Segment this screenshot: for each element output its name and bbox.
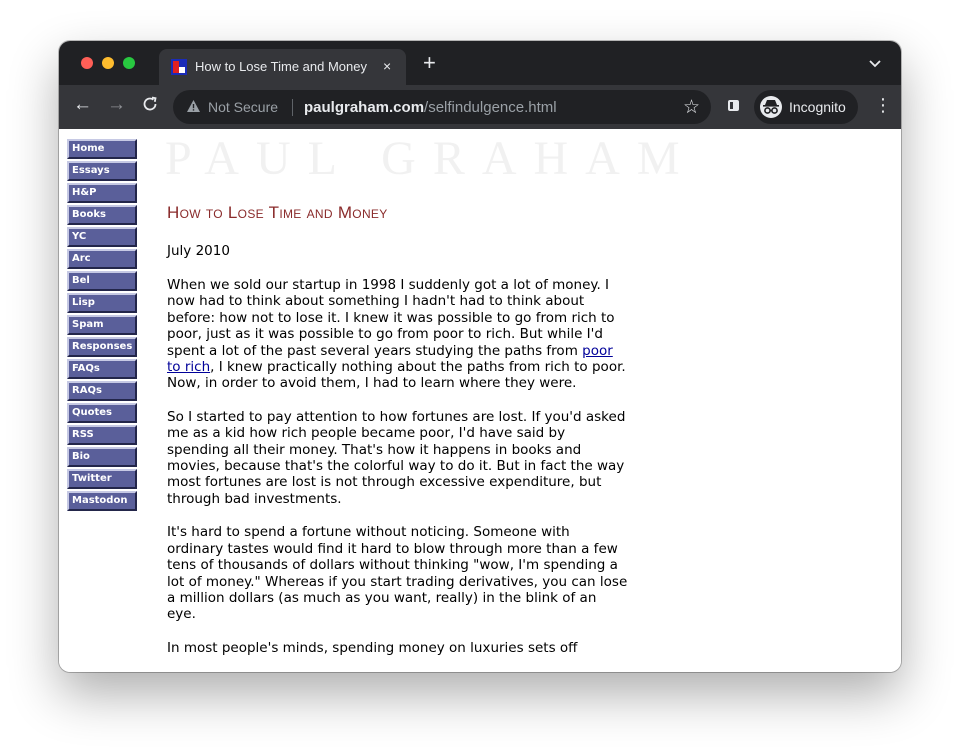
nav-mastodon[interactable]: Mastodon [67, 491, 137, 511]
toolbar [59, 85, 901, 129]
active-tab[interactable] [159, 49, 406, 85]
nav-faqs[interactable]: FAQs [67, 359, 137, 379]
minimize-window-button[interactable] [102, 57, 114, 69]
browser-menu-icon[interactable]: ⋮ [874, 95, 892, 115]
paragraph-4: In most people's minds, spending money on luxuries sets off [167, 639, 578, 656]
url-host: paulgraham.com [304, 99, 425, 116]
back-button[interactable]: ← [73, 94, 92, 115]
bookmark-star-icon[interactable]: ☆ [683, 97, 701, 118]
nav-spam[interactable]: Spam [67, 315, 137, 335]
url-text[interactable] [304, 99, 557, 116]
site-nav [67, 139, 137, 513]
security-status-label[interactable]: Not Secure [208, 99, 279, 115]
tab-strip [59, 41, 901, 85]
nav-bio[interactable]: Bio [67, 447, 137, 467]
nav-arc[interactable]: Arc [67, 249, 137, 269]
nav-twitter[interactable]: Twitter [67, 469, 137, 489]
favicon-icon [171, 59, 187, 75]
nav-bel[interactable]: Bel [67, 271, 137, 291]
tab-title: How to Lose Time and Money [195, 59, 367, 74]
nav-responses[interactable]: Responses [67, 337, 137, 357]
reload-button[interactable] [141, 95, 159, 118]
tab-search-chevron-icon[interactable] [869, 57, 881, 71]
paragraph-3: It's hard to spend a fortune without noticing. Someone with ordinary tastes would find it hard to blow through more than a few tens of thousands of dollars without thinking "wow, I'm spending a lot of money." Whereas if you start trading derivatives, you can lose a million dollars (as much as you want, really) in the blink of an eye. [167, 524, 628, 623]
warning-icon[interactable] [186, 99, 201, 118]
browser-window [59, 41, 901, 672]
nav-home[interactable]: Home [67, 139, 137, 159]
nav-quotes[interactable]: Quotes [67, 403, 137, 423]
nav-yc[interactable]: YC [67, 227, 137, 247]
article-date: July 2010 [167, 243, 230, 259]
url-path: /selfindulgence.html [424, 99, 557, 116]
nav-raqs[interactable]: RAQs [67, 381, 137, 401]
poor-to-rich-link[interactable]: poor to rich [167, 342, 613, 376]
address-bar[interactable] [173, 90, 711, 124]
article [167, 203, 629, 672]
paragraph-2: So I started to pay attention to how fortunes are lost. If you'd asked me as a kid how rich people became poor, I'd have said by spending all their money. That's how it happens in books and movies, because that's the colorful way to do it. But in fact the way most fortunes are lost is not through excessive expenditure, but through bad investments. [167, 408, 626, 507]
incognito-profile-button[interactable] [754, 90, 858, 124]
site-logo: PAUL GRAHAM [165, 132, 697, 185]
forward-button[interactable]: → [107, 94, 126, 115]
close-window-button[interactable] [81, 57, 93, 69]
new-tab-button[interactable]: + [423, 50, 436, 75]
nav-hp[interactable]: H&P [67, 183, 137, 203]
tab-close-icon[interactable]: × [383, 58, 392, 74]
nav-rss[interactable]: RSS [67, 425, 137, 445]
omnibox-divider [292, 99, 293, 116]
nav-books[interactable]: Books [67, 205, 137, 225]
incognito-label: Incognito [789, 99, 846, 115]
paragraph-1: When we sold our startup in 1998 I suddenly got a lot of money. I now had to think about something I hadn't had to think about before: how not to lose it. I knew it was possible to go from rich to poor, just as it was possible to go from poor to rich. But while I'd spent a lot of the past several years studying the paths from poor to rich, I knew practically nothing about the paths from rich to poor. Now, in order to avoid them, I had to learn where they were. [167, 277, 626, 392]
page-content [59, 129, 901, 672]
nav-lisp[interactable]: Lisp [67, 293, 137, 313]
nav-essays[interactable]: Essays [67, 161, 137, 181]
side-panel-icon[interactable] [728, 100, 739, 111]
zoom-window-button[interactable] [123, 57, 135, 69]
incognito-icon [760, 96, 782, 118]
article-title: How to Lose Time and Money [167, 203, 388, 222]
